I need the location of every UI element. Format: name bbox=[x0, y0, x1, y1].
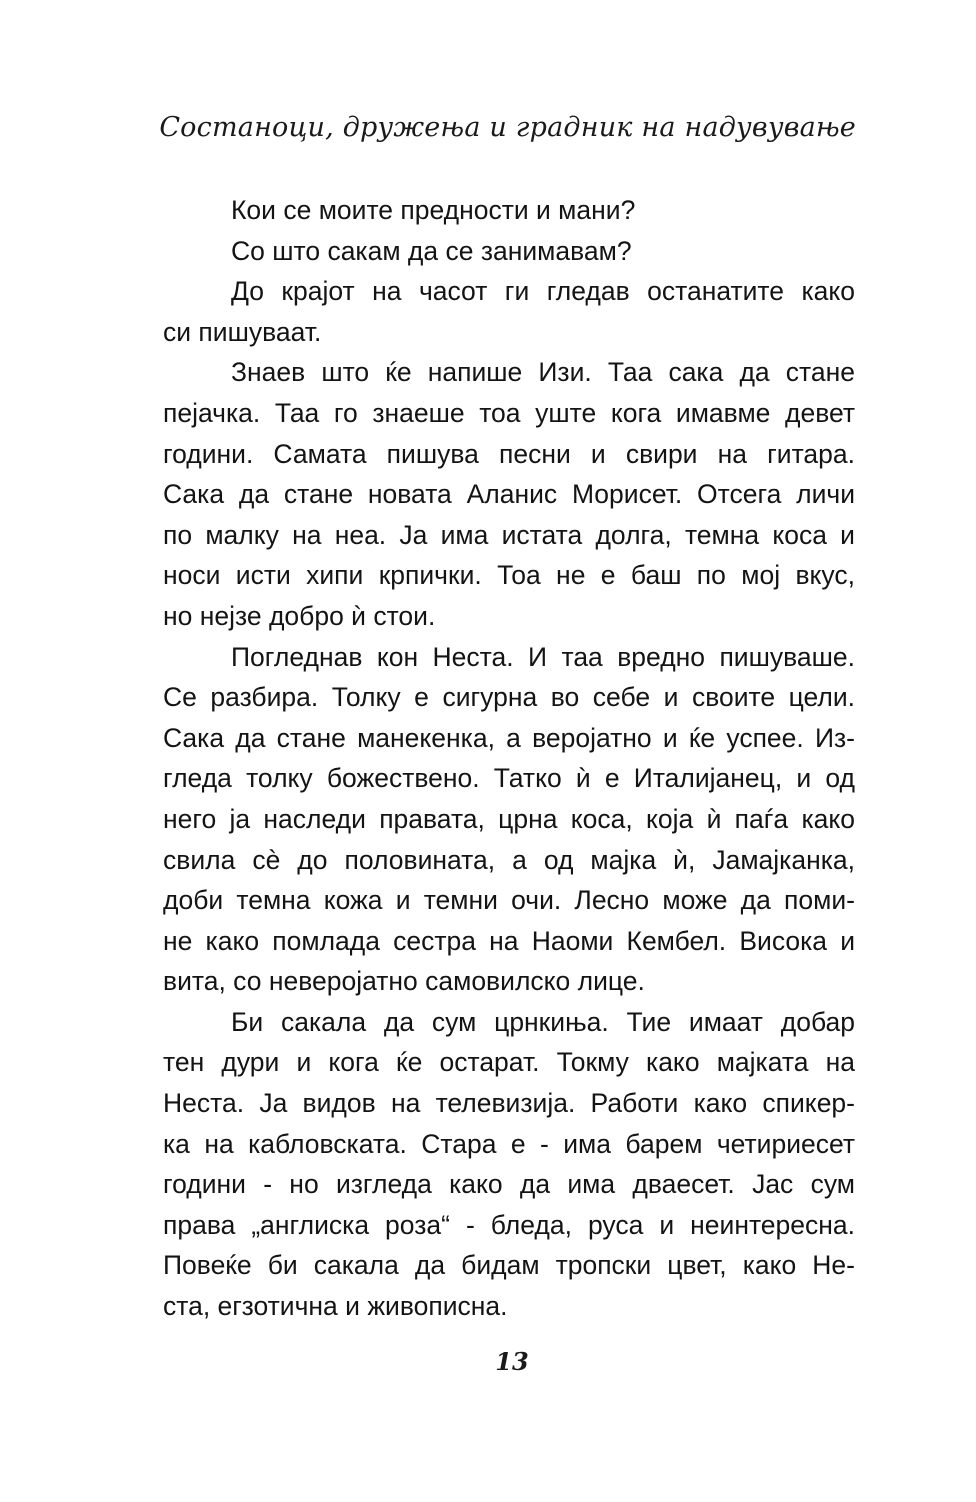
body-text bbox=[163, 190, 855, 1327]
text-line: Сака да стане новата Аланис Морисет. Отсега личи bbox=[163, 479, 855, 510]
text-line: Сака да стане манекенка, а веројатно и ќе успее. Из- bbox=[163, 722, 855, 753]
text-line: Се разбира. Толку е сигурна во себе и своите цели. bbox=[163, 682, 855, 713]
paragraph-first-line: Погледнав кон Неста. И таа вредно пишуваше. bbox=[231, 641, 855, 672]
text-line: години. Самата пишува песни и свири на гитара. bbox=[163, 438, 855, 469]
page-number: 13 bbox=[495, 1347, 529, 1376]
paragraph-first-line: Би сакала да сум црнкиња. Тие имаат добар bbox=[231, 1006, 855, 1037]
text-line: си пишуваат. bbox=[163, 316, 322, 347]
paragraph-first-line: Кои се моите предности и мани? bbox=[231, 195, 636, 225]
text-line: не како помлада сестра на Наоми Кембел. Висока и bbox=[163, 925, 855, 956]
text-line: по малку на неа. Ја има истата долга, темна коса и bbox=[163, 519, 855, 550]
text-line: носи исти хипи крпички. Тоа не е баш по мој вкус, bbox=[163, 560, 855, 591]
text-line: ста, егзотична и живописна. bbox=[163, 1291, 508, 1322]
running-header-title: Состаноци, дружења и грaдник на надувување bbox=[159, 112, 856, 143]
text-line: тен дури и кога ќе остарат. Токму како мајката на bbox=[163, 1047, 855, 1078]
text-line: но нејзе добро ѝ стои. bbox=[163, 600, 436, 631]
text-line: него ја наследи правата, црна коса, која ѝ паѓа како bbox=[163, 803, 855, 834]
text-line: Повеќе би сакала да бидам тропски цвет, како Не- bbox=[163, 1250, 855, 1281]
text-line: пејачка. Таа го знаеше тоа уште кога имавме девет bbox=[163, 397, 855, 428]
paragraph-first-line: До крајот на часот ги гледав останатите како bbox=[231, 276, 855, 307]
text-line: гледа толку божествено. Татко ѝ е Италијанец, и од bbox=[163, 763, 855, 794]
text-line: ка на кабловската. Стара е - има барем четириесет bbox=[163, 1128, 855, 1159]
text-line: Неста. Ја видов на телевизија. Работи како спикер- bbox=[163, 1088, 855, 1119]
text-line: години - но изгледа како да има дваесет. Јас сум bbox=[163, 1169, 855, 1200]
text-line: свила сѐ до половината, а од мајка ѝ, Јамајканка, bbox=[163, 844, 855, 875]
text-line: доби темна кожа и темни очи. Лесно може да поми- bbox=[163, 885, 855, 916]
text-line: вита, со неверојатно самовилско лице. bbox=[163, 966, 645, 997]
text-line: права „англиска роза“ - бледа, руса и неинтересна. bbox=[163, 1209, 855, 1240]
paragraph-first-line: Со што сакам да се занимавам? bbox=[231, 235, 632, 266]
paragraph-first-line: Знаев што ќе напише Изи. Таа сака да стане bbox=[231, 357, 855, 388]
